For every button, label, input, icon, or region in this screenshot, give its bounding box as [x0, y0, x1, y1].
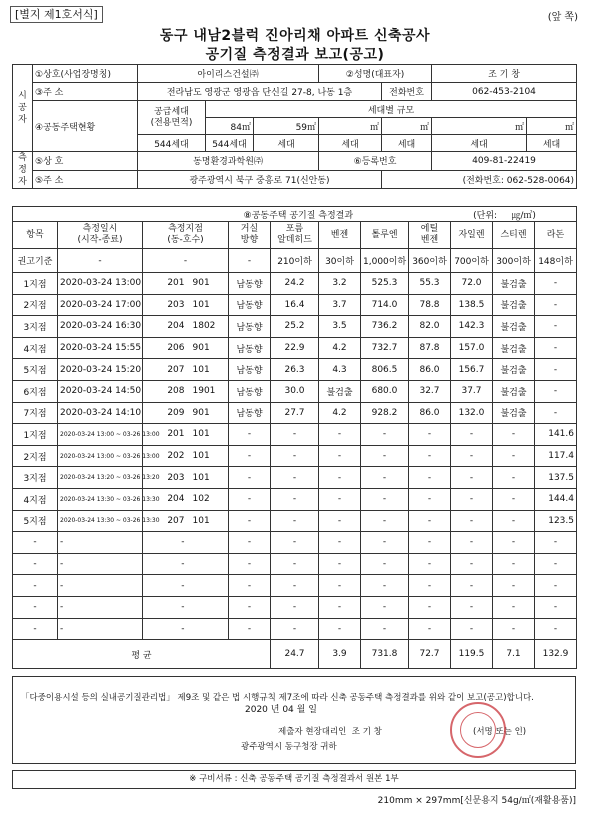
- direction-cell: -: [229, 424, 271, 446]
- unit-size-cell: ㎡: [319, 118, 382, 135]
- unit-size-header: 세대별 규모: [206, 101, 577, 118]
- value-cell: -: [409, 510, 451, 532]
- datetime-cell: 2020-03-24 13:00 ~ 03-26 13:00: [58, 445, 143, 467]
- value-cell: 불검출: [493, 402, 535, 424]
- results-table: [12, 206, 577, 669]
- dong-cell: -: [143, 553, 187, 575]
- builder-name-label: ①상호(사업장명칭): [33, 65, 138, 83]
- datetime-cell: 2020-03-24 13:30 ~ 03-26 13:30: [58, 488, 143, 510]
- value-cell: -: [319, 488, 361, 510]
- ho-cell: [187, 553, 229, 575]
- value-cell: -: [319, 467, 361, 489]
- value-cell: 680.0: [361, 380, 409, 402]
- datetime-cell: 2020-03-24 13:20 ~ 03-26 13:20: [58, 467, 143, 489]
- value-cell: -: [451, 553, 493, 575]
- value-cell: -: [535, 553, 577, 575]
- value-cell: -: [271, 532, 319, 554]
- value-cell: -: [493, 618, 535, 640]
- value-cell: 불검출: [493, 380, 535, 402]
- dong-cell: -: [143, 618, 187, 640]
- value-cell: -: [361, 467, 409, 489]
- value-cell: -: [451, 445, 493, 467]
- table-row: [13, 380, 577, 402]
- value-cell: -: [535, 337, 577, 359]
- standard-value: 700이하: [451, 249, 493, 273]
- value-cell: 732.7: [361, 337, 409, 359]
- unit-count-cell: 세대: [527, 135, 577, 152]
- value-cell: -: [271, 488, 319, 510]
- value-cell: -: [451, 424, 493, 446]
- ho-cell: [187, 575, 229, 597]
- value-cell: 22.9: [271, 337, 319, 359]
- official-seal-stamp: [450, 702, 506, 758]
- table-row: [13, 467, 577, 489]
- value-cell: -: [319, 445, 361, 467]
- value-cell: 32.7: [409, 380, 451, 402]
- value-cell: -: [493, 532, 535, 554]
- table-row: [13, 424, 577, 446]
- unit-count-cell: 세대: [319, 135, 382, 152]
- value-cell: -: [451, 467, 493, 489]
- measurer-reg-value: 409-81-22419: [432, 152, 577, 171]
- ho-cell: 1802: [187, 316, 229, 338]
- standard-value: 210이하: [271, 249, 319, 273]
- point-cell: 3지점: [13, 316, 58, 338]
- unit-total-cell: 544세대: [138, 135, 206, 152]
- average-value: 132.9: [535, 640, 577, 669]
- direction-cell: -: [229, 596, 271, 618]
- value-cell: -: [451, 488, 493, 510]
- table-row: [13, 618, 577, 640]
- builder-rep-value: 조 기 창: [432, 65, 577, 83]
- builder-tel-value: 062-453-2104: [432, 83, 577, 101]
- value-cell: -: [493, 424, 535, 446]
- value-cell: -: [493, 488, 535, 510]
- measurer-addr-label: ⑤주 소: [33, 170, 138, 189]
- value-cell: -: [535, 359, 577, 381]
- standard-datetime: -: [58, 249, 143, 273]
- direction-cell: 남동향: [229, 294, 271, 316]
- direction-cell: 남동향: [229, 402, 271, 424]
- ho-cell: 101: [187, 424, 229, 446]
- value-cell: 123.5: [535, 510, 577, 532]
- point-cell: -: [13, 596, 58, 618]
- value-cell: 26.3: [271, 359, 319, 381]
- value-cell: 불검출: [493, 359, 535, 381]
- point-cell: 1지점: [13, 424, 58, 446]
- datetime-cell: 2020-03-24 13:00 ~ 03-26 13:00: [58, 424, 143, 446]
- ho-cell: [187, 596, 229, 618]
- standard-value: 360이하: [409, 249, 451, 273]
- point-cell: 4지점: [13, 488, 58, 510]
- recipient: 광주광역시 동구청장 귀하: [241, 742, 337, 752]
- unit-size-cell: ㎡: [432, 118, 527, 135]
- value-cell: 불검출: [493, 337, 535, 359]
- ho-cell: 101: [187, 510, 229, 532]
- datetime-cell: 2020-03-24 14:50: [58, 380, 143, 402]
- direction-cell: 남동향: [229, 316, 271, 338]
- value-cell: 불검출: [493, 316, 535, 338]
- value-cell: -: [493, 575, 535, 597]
- dong-cell: 204: [143, 488, 187, 510]
- table-row: [13, 445, 577, 467]
- direction-cell: -: [229, 532, 271, 554]
- submitter: 제출자 현장대리인 조 기 창: [278, 727, 382, 737]
- dong-cell: 209: [143, 402, 187, 424]
- value-cell: 86.0: [409, 359, 451, 381]
- dong-cell: -: [143, 532, 187, 554]
- table-row: [13, 273, 577, 295]
- standard-label: 권고기준: [13, 249, 58, 273]
- direction-cell: 남동향: [229, 380, 271, 402]
- dong-cell: 204: [143, 316, 187, 338]
- supply-units-label: 공급세대 (전용면적): [138, 101, 206, 135]
- value-cell: 141.6: [535, 424, 577, 446]
- value-cell: 55.3: [409, 273, 451, 295]
- header-formaldehyde: 포름 알데히드: [271, 222, 319, 249]
- unit-size-cell: 59㎡: [254, 118, 319, 135]
- direction-cell: -: [229, 467, 271, 489]
- value-cell: -: [409, 467, 451, 489]
- value-cell: 3.7: [319, 294, 361, 316]
- point-cell: 6지점: [13, 380, 58, 402]
- datetime-cell: -: [58, 618, 143, 640]
- ho-cell: [187, 618, 229, 640]
- datetime-cell: -: [58, 596, 143, 618]
- value-cell: -: [451, 575, 493, 597]
- value-cell: 714.0: [361, 294, 409, 316]
- unit-count-cell: 544세대: [206, 135, 254, 152]
- measurer-addr-value: 광주광역시 북구 중흥로 71(신안동): [138, 170, 382, 189]
- value-cell: 138.5: [451, 294, 493, 316]
- value-cell: -: [271, 445, 319, 467]
- point-cell: 3지점: [13, 467, 58, 489]
- direction-cell: 남동향: [229, 273, 271, 295]
- header-ethylbenzene: 에틸 벤젠: [409, 222, 451, 249]
- measurer-tel: (전화번호: 062-528-0064): [382, 170, 577, 189]
- measurer-side-label: 측정자: [13, 152, 33, 189]
- value-cell: -: [535, 402, 577, 424]
- header-xylene: 자일렌: [451, 222, 493, 249]
- table-row: [13, 359, 577, 381]
- value-cell: -: [361, 553, 409, 575]
- doc-title-line1: 동구 내남2블럭 진아리채 아파트 신축공사: [159, 28, 431, 44]
- value-cell: -: [493, 596, 535, 618]
- builder-side-label: 시공자: [13, 65, 33, 152]
- value-cell: -: [361, 488, 409, 510]
- ho-cell: 901: [187, 402, 229, 424]
- header-benzene: 벤젠: [319, 222, 361, 249]
- value-cell: 806.5: [361, 359, 409, 381]
- dong-cell: -: [143, 575, 187, 597]
- value-cell: -: [493, 467, 535, 489]
- point-cell: 1지점: [13, 273, 58, 295]
- average-value: 3.9: [319, 640, 361, 669]
- header-toluene: 톨루엔: [361, 222, 409, 249]
- value-cell: 78.8: [409, 294, 451, 316]
- standard-value: 1,000이하: [361, 249, 409, 273]
- value-cell: 525.3: [361, 273, 409, 295]
- value-cell: -: [535, 618, 577, 640]
- value-cell: -: [535, 532, 577, 554]
- dong-cell: 208: [143, 380, 187, 402]
- point-cell: 7지점: [13, 402, 58, 424]
- value-cell: -: [319, 618, 361, 640]
- value-cell: 142.3: [451, 316, 493, 338]
- datetime-cell: 2020-03-24 15:20: [58, 359, 143, 381]
- standard-room: -: [229, 249, 271, 273]
- table-row: [13, 553, 577, 575]
- datetime-cell: -: [58, 553, 143, 575]
- value-cell: -: [493, 445, 535, 467]
- datetime-cell: -: [58, 575, 143, 597]
- ho-cell: 102: [187, 488, 229, 510]
- value-cell: -: [271, 618, 319, 640]
- value-cell: -: [409, 424, 451, 446]
- value-cell: -: [319, 510, 361, 532]
- measurer-name-value: 동명환경과학원㈜: [138, 152, 319, 171]
- average-value: 119.5: [451, 640, 493, 669]
- datetime-cell: 2020-03-24 15:55: [58, 337, 143, 359]
- value-cell: -: [271, 596, 319, 618]
- value-cell: 4.2: [319, 337, 361, 359]
- value-cell: 137.5: [535, 467, 577, 489]
- value-cell: 3.5: [319, 316, 361, 338]
- value-cell: -: [409, 553, 451, 575]
- value-cell: -: [535, 380, 577, 402]
- datetime-cell: 2020-03-24 14:10: [58, 402, 143, 424]
- average-value: 731.8: [361, 640, 409, 669]
- point-cell: 5지점: [13, 510, 58, 532]
- direction-cell: -: [229, 488, 271, 510]
- value-cell: -: [361, 618, 409, 640]
- value-cell: -: [319, 575, 361, 597]
- signature-label: (서명 또는 인): [473, 727, 527, 737]
- value-cell: 86.0: [409, 402, 451, 424]
- unit-count-cell: 세대: [254, 135, 319, 152]
- value-cell: -: [319, 424, 361, 446]
- direction-cell: -: [229, 445, 271, 467]
- point-cell: -: [13, 575, 58, 597]
- value-cell: -: [409, 618, 451, 640]
- value-cell: -: [361, 445, 409, 467]
- point-cell: 4지점: [13, 337, 58, 359]
- point-cell: 2지점: [13, 445, 58, 467]
- unit-size-cell: 84㎡: [206, 118, 254, 135]
- ho-cell: 101: [187, 359, 229, 381]
- table-row: [13, 488, 577, 510]
- value-cell: -: [493, 553, 535, 575]
- value-cell: -: [451, 532, 493, 554]
- datetime-cell: 2020-03-24 17:00: [58, 294, 143, 316]
- value-cell: -: [271, 575, 319, 597]
- value-cell: -: [493, 510, 535, 532]
- value-cell: 불검출: [493, 273, 535, 295]
- header-room: 거실 방향: [229, 222, 271, 249]
- standard-value: 300이하: [493, 249, 535, 273]
- value-cell: -: [319, 553, 361, 575]
- value-cell: 25.2: [271, 316, 319, 338]
- ho-cell: 901: [187, 273, 229, 295]
- direction-cell: -: [229, 618, 271, 640]
- table-row: [13, 532, 577, 554]
- value-cell: 156.7: [451, 359, 493, 381]
- value-cell: 4.3: [319, 359, 361, 381]
- value-cell: -: [361, 510, 409, 532]
- header-item: 항목: [13, 222, 58, 249]
- value-cell: 82.0: [409, 316, 451, 338]
- table-row: [13, 294, 577, 316]
- table-row: [13, 402, 577, 424]
- value-cell: 736.2: [361, 316, 409, 338]
- results-title-row: ⑧공동주택 공기질 측정결과 (단위: ㎍/㎥): [13, 207, 577, 222]
- value-cell: -: [451, 510, 493, 532]
- direction-cell: 남동향: [229, 359, 271, 381]
- table-row: [13, 510, 577, 532]
- datetime-cell: 2020-03-24 16:30: [58, 316, 143, 338]
- value-cell: -: [271, 467, 319, 489]
- measurer-name-label: ⑤상 호: [33, 152, 138, 171]
- report-date: 2020 년 04 월 일: [245, 705, 317, 715]
- value-cell: 16.4: [271, 294, 319, 316]
- unit-size-cell: ㎡: [527, 118, 577, 135]
- value-cell: -: [535, 596, 577, 618]
- table-row: [13, 596, 577, 618]
- value-cell: -: [451, 596, 493, 618]
- ho-cell: 1901: [187, 380, 229, 402]
- ho-cell: 101: [187, 445, 229, 467]
- value-cell: 144.4: [535, 488, 577, 510]
- value-cell: 132.0: [451, 402, 493, 424]
- datetime-cell: 2020-03-24 13:00: [58, 273, 143, 295]
- attachment-note: ※ 구비서류 : 신축 공동주택 공기질 측정결과서 원본 1부: [12, 770, 576, 789]
- value-cell: -: [361, 596, 409, 618]
- header-location: 측정지점 (동-호수): [143, 222, 229, 249]
- ho-cell: 901: [187, 337, 229, 359]
- dong-cell: -: [143, 596, 187, 618]
- standard-value: 148이하: [535, 249, 577, 273]
- header-styrene: 스티렌: [493, 222, 535, 249]
- value-cell: 30.0: [271, 380, 319, 402]
- average-label: 평 균: [13, 640, 271, 669]
- paper-spec: 210mm × 297mm[신문용지 54g/㎡(재활용품)]: [377, 796, 576, 806]
- dong-cell: 207: [143, 510, 187, 532]
- dong-cell: 203: [143, 467, 187, 489]
- info-table: [12, 64, 577, 189]
- header-radon: 라돈: [535, 222, 577, 249]
- value-cell: -: [409, 596, 451, 618]
- point-cell: 2지점: [13, 294, 58, 316]
- page-side-label: (앞 쪽): [547, 12, 578, 23]
- point-cell: 5지점: [13, 359, 58, 381]
- value-cell: -: [271, 553, 319, 575]
- value-cell: -: [535, 575, 577, 597]
- builder-addr-value: 전라남도 영광군 영광읍 단신길 27-8, 나동 1층: [138, 83, 382, 101]
- value-cell: 불검출: [319, 380, 361, 402]
- form-number-tag: [별지 제1호서식]: [10, 6, 103, 23]
- value-cell: 불검출: [493, 294, 535, 316]
- standard-value: 30이하: [319, 249, 361, 273]
- value-cell: -: [319, 532, 361, 554]
- builder-name-value: 아이리스건설㈜: [138, 65, 319, 83]
- direction-cell: 남동향: [229, 337, 271, 359]
- value-cell: -: [271, 424, 319, 446]
- ho-cell: [187, 532, 229, 554]
- value-cell: -: [409, 488, 451, 510]
- table-row: [13, 575, 577, 597]
- value-cell: 37.7: [451, 380, 493, 402]
- builder-addr-label: ③주 소: [33, 83, 138, 101]
- builder-rep-label: ②성명(대표자): [319, 65, 432, 83]
- unit-size-cell: ㎡: [382, 118, 432, 135]
- dong-cell: 203: [143, 294, 187, 316]
- datetime-cell: -: [58, 532, 143, 554]
- average-value: 7.1: [493, 640, 535, 669]
- value-cell: 87.8: [409, 337, 451, 359]
- direction-cell: -: [229, 575, 271, 597]
- value-cell: -: [271, 510, 319, 532]
- point-cell: -: [13, 618, 58, 640]
- law-text: 「다중이용시설 등의 실내공기질관리법」 제9조 및 같은 법 시행규칙 제7조에 따라 신축 공동주택 측정결과를 위와 같이 보고(공고)합니다.: [21, 693, 534, 703]
- unit-count-cell: 세대: [432, 135, 527, 152]
- table-row: [13, 316, 577, 338]
- ho-cell: 101: [187, 467, 229, 489]
- average-value: 72.7: [409, 640, 451, 669]
- value-cell: 72.0: [451, 273, 493, 295]
- value-cell: -: [535, 273, 577, 295]
- dong-cell: 207: [143, 359, 187, 381]
- dong-cell: 201: [143, 424, 187, 446]
- table-row: [13, 337, 577, 359]
- doc-title-line2: 공기질 측정결과 보고(공고): [205, 47, 385, 63]
- value-cell: -: [409, 532, 451, 554]
- value-cell: 3.2: [319, 273, 361, 295]
- builder-tel-label: 전화번호: [382, 83, 432, 101]
- value-cell: -: [535, 316, 577, 338]
- housing-status-label: ④공동주택현황: [33, 101, 138, 152]
- point-cell: -: [13, 532, 58, 554]
- direction-cell: -: [229, 510, 271, 532]
- value-cell: 117.4: [535, 445, 577, 467]
- measurer-reg-label: ⑥등록번호: [319, 152, 432, 171]
- value-cell: 928.2: [361, 402, 409, 424]
- dong-cell: 202: [143, 445, 187, 467]
- value-cell: -: [409, 575, 451, 597]
- ho-cell: 101: [187, 294, 229, 316]
- dong-cell: 201: [143, 273, 187, 295]
- direction-cell: -: [229, 553, 271, 575]
- value-cell: 27.7: [271, 402, 319, 424]
- standard-location: -: [143, 249, 229, 273]
- value-cell: 157.0: [451, 337, 493, 359]
- value-cell: -: [409, 445, 451, 467]
- dong-cell: 206: [143, 337, 187, 359]
- point-cell: -: [13, 553, 58, 575]
- datetime-cell: 2020-03-24 13:30 ~ 03-26 13:30: [58, 510, 143, 532]
- average-value: 24.7: [271, 640, 319, 669]
- value-cell: -: [361, 424, 409, 446]
- value-cell: -: [535, 294, 577, 316]
- header-datetime: 측정일시 (시작-종료): [58, 222, 143, 249]
- value-cell: 4.2: [319, 402, 361, 424]
- unit-count-cell: 세대: [382, 135, 432, 152]
- value-cell: -: [361, 532, 409, 554]
- value-cell: -: [451, 618, 493, 640]
- value-cell: -: [319, 596, 361, 618]
- value-cell: 24.2: [271, 273, 319, 295]
- value-cell: -: [361, 575, 409, 597]
